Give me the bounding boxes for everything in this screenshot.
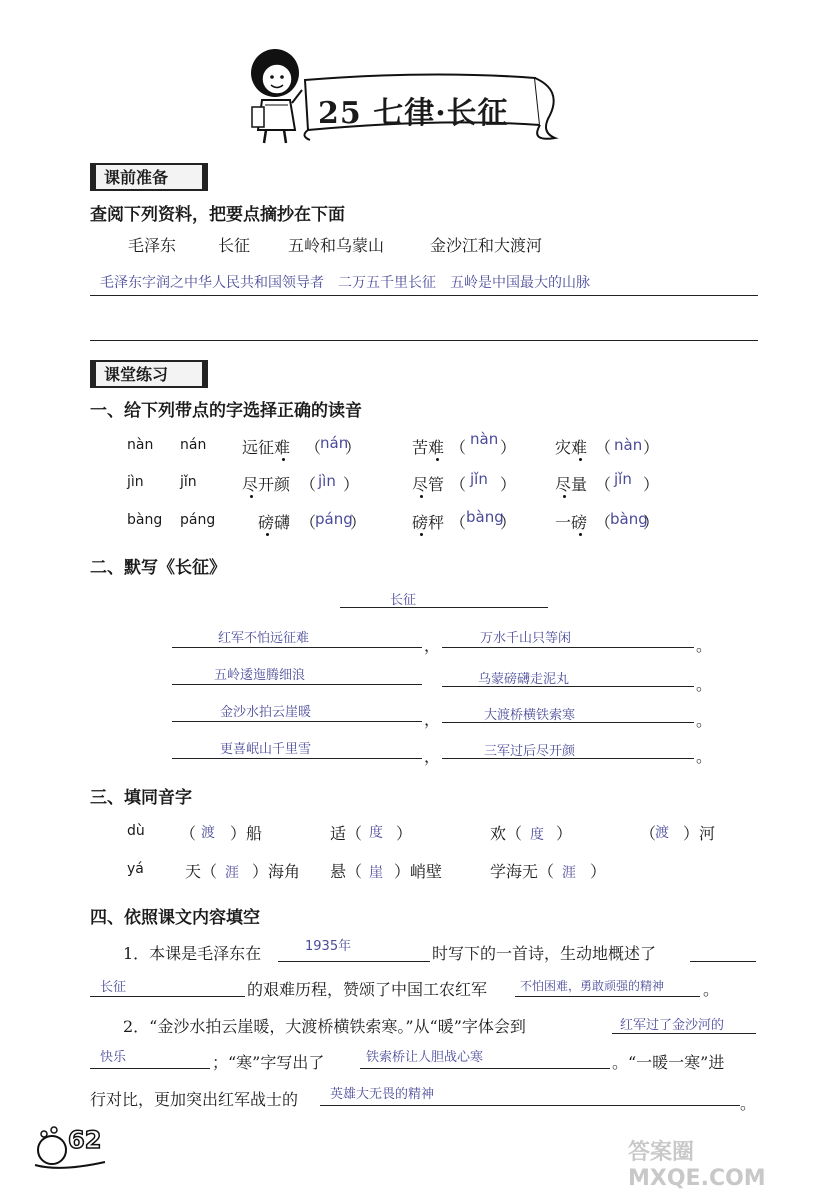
emphasis-dot xyxy=(420,533,423,536)
punctuation: 。 xyxy=(696,711,713,730)
answer-line xyxy=(612,1033,756,1034)
fill-text: 。 xyxy=(740,1094,757,1113)
paren: （ xyxy=(450,513,467,532)
fill-suffix: ） xyxy=(590,862,607,881)
paren: （ xyxy=(450,438,467,457)
answer-line xyxy=(442,722,694,723)
emphasis-dot xyxy=(579,533,582,536)
answer-line xyxy=(90,1068,210,1069)
punctuation: ， xyxy=(424,710,441,729)
answer-line xyxy=(90,340,758,341)
handwritten-answer: 铁索桥让人胆战心寒 xyxy=(366,1050,484,1065)
word: 苦难 xyxy=(412,438,445,457)
answer-line xyxy=(90,295,758,296)
paren: ） xyxy=(643,438,660,457)
punctuation: 。 xyxy=(696,636,713,655)
pinyin-prompt: dù xyxy=(127,823,145,839)
answer-line xyxy=(172,758,422,759)
answer-line xyxy=(320,1105,740,1106)
emphasis-dot xyxy=(436,458,439,461)
pinyin-option: jǐn xyxy=(180,474,197,490)
material-item: 毛泽东 xyxy=(128,236,177,255)
fill-suffix: ）河 xyxy=(683,824,716,843)
word: 一磅 xyxy=(555,513,588,532)
paren: （ xyxy=(595,513,612,532)
pinyin-option: nàn xyxy=(127,437,154,453)
punctuation: 。 xyxy=(696,747,713,766)
handwritten-answer: 渡 xyxy=(655,825,669,841)
question-4-heading: 四、依照课文内容填空 xyxy=(90,908,260,928)
paren: ） xyxy=(643,513,660,532)
fill-prefix: 学海无（ xyxy=(490,862,555,881)
section-tag-class-practice: 课堂练习 xyxy=(90,360,208,388)
paren: （ xyxy=(595,438,612,457)
handwritten-poem-title: 长征 xyxy=(390,593,417,608)
pinyin-prompt: yá xyxy=(127,861,144,877)
word: 尽量 xyxy=(555,475,588,494)
handwritten-material-notes: 毛泽东字润之中华人民共和国领导者 二万五千里长征 五岭是中国最大的山脉 xyxy=(100,275,590,291)
handwritten-answer: 1935年 xyxy=(305,939,352,954)
material-item: 长征 xyxy=(218,236,251,255)
answer-line xyxy=(360,1068,610,1069)
handwritten-poem-line: 大渡桥横铁索寒 xyxy=(484,708,576,723)
punctuation: ， xyxy=(424,747,441,766)
emphasis-dot xyxy=(420,495,423,498)
punctuation: ， xyxy=(424,636,441,655)
handwritten-answer: 涯 xyxy=(562,865,576,881)
watermark-logo: 答案圈 MXQE.COM xyxy=(628,1140,766,1191)
answer-line xyxy=(172,721,422,722)
answer-line xyxy=(442,758,694,759)
preparation-instruction: 查阅下列资料，把要点摘抄在下面 xyxy=(90,205,345,225)
fill-text: 1．本课是毛泽东在 xyxy=(123,944,262,963)
handwritten-poem-line: 金沙水拍云崖暖 xyxy=(220,705,312,720)
paren: （ xyxy=(305,438,322,457)
fill-prefix: 悬（ xyxy=(330,862,363,881)
handwritten-answer: jǐn xyxy=(470,470,488,488)
paren: ） xyxy=(350,513,367,532)
handwritten-poem-line: 五岭逶迤腾细浪 xyxy=(214,668,306,683)
fill-text: 。 xyxy=(703,980,720,999)
page-number: 62 xyxy=(68,1126,102,1154)
emphasis-dot xyxy=(266,533,269,536)
pinyin-option: jìn xyxy=(127,474,144,490)
fill-text: ；“寒”字写出了 xyxy=(212,1053,325,1072)
fill-suffix: ） xyxy=(396,824,413,843)
fill-prefix: 欢（ xyxy=(490,824,523,843)
fill-text: 2．“金沙水拍云崖暖，大渡桥横铁索寒。”从“暖”字体会到 xyxy=(123,1017,526,1036)
handwritten-answer: 崖 xyxy=(369,865,383,881)
fill-suffix: ）船 xyxy=(230,824,263,843)
handwritten-answer: 渡 xyxy=(201,825,215,841)
handwritten-answer: bàng xyxy=(610,510,648,528)
answer-line xyxy=(515,996,700,997)
fill-suffix: ）海角 xyxy=(252,862,301,881)
paren: ） xyxy=(500,475,517,494)
answer-line xyxy=(278,961,430,962)
handwritten-answer: 英雄大无畏的精神 xyxy=(330,1087,435,1102)
word: 远征难 xyxy=(242,438,291,457)
paren: ） xyxy=(345,438,362,457)
handwritten-answer: páng xyxy=(315,510,353,528)
page-title: 25 七律·长征 xyxy=(318,96,509,131)
handwritten-answer: nàn xyxy=(614,436,643,454)
pinyin-option: páng xyxy=(180,512,216,528)
question-1-heading: 一、给下列带点的字选择正确的读音 xyxy=(90,401,362,421)
handwritten-answer: 长征 xyxy=(100,980,127,995)
punctuation: 。 xyxy=(696,675,713,694)
handwritten-answer: jǐn xyxy=(614,470,632,488)
handwritten-answer: nàn xyxy=(470,430,499,448)
handwritten-answer: 涯 xyxy=(225,865,239,881)
word: 尽开颜 xyxy=(242,475,291,494)
paren: ） xyxy=(500,438,517,457)
handwritten-poem-line: 三军过后尽开颜 xyxy=(484,744,576,759)
word: 磅礴 xyxy=(258,513,291,532)
answer-line xyxy=(690,961,756,962)
answer-line xyxy=(172,647,422,648)
answer-line xyxy=(90,996,245,997)
fill-suffix: ） xyxy=(556,824,573,843)
handwritten-answer: nán xyxy=(320,434,349,452)
question-3-heading: 三、填同音字 xyxy=(90,788,192,808)
handwritten-answer: bàng xyxy=(466,508,504,526)
handwritten-answer: jìn xyxy=(318,472,336,490)
handwritten-poem-line: 万水千山只等闲 xyxy=(480,631,572,646)
fill-text: 时写下的一首诗，生动地概述了 xyxy=(432,944,657,963)
handwritten-poem-line: 红军不怕远征难 xyxy=(218,631,310,646)
handwritten-answer: 快乐 xyxy=(100,1050,127,1065)
answer-line xyxy=(442,686,694,687)
fill-prefix: （ xyxy=(640,824,657,843)
fill-suffix: ）峭壁 xyxy=(394,862,443,881)
paren: ） xyxy=(643,475,660,494)
answer-line xyxy=(172,684,422,685)
word: 灾难 xyxy=(555,438,588,457)
paren: ） xyxy=(343,475,360,494)
fill-prefix: 适（ xyxy=(330,824,363,843)
emphasis-dot xyxy=(282,458,285,461)
fill-text: 的艰难历程，赞颂了中国工农红军 xyxy=(247,980,488,999)
handwritten-poem-line: 更喜岷山千里雪 xyxy=(220,742,312,757)
handwritten-poem-line: 乌蒙磅礴走泥丸 xyxy=(478,672,570,687)
fill-prefix: （ xyxy=(180,824,197,843)
emphasis-dot xyxy=(250,495,253,498)
section-tag-preparation: 课前准备 xyxy=(90,163,208,191)
word: 磅秤 xyxy=(412,513,445,532)
paren: （ xyxy=(595,475,612,494)
answer-line xyxy=(442,647,694,648)
pinyin-option: bàng xyxy=(127,512,163,528)
fill-prefix: 天（ xyxy=(185,862,218,881)
fill-text: 行对比，更加突出红军战士的 xyxy=(90,1090,299,1109)
material-item: 五岭和乌蒙山 xyxy=(288,236,385,255)
handwritten-answer: 红军过了金沙河的 xyxy=(620,1018,725,1033)
handwritten-answer: 不怕困难，勇敢顽强的精神 xyxy=(520,979,665,993)
emphasis-dot xyxy=(579,458,582,461)
handwritten-answer: 度 xyxy=(530,827,544,843)
emphasis-dot xyxy=(563,495,566,498)
fill-text: 。“一暖一寒”进 xyxy=(612,1053,725,1072)
paren: （ xyxy=(300,475,317,494)
paren: ） xyxy=(500,513,517,532)
paren: （ xyxy=(450,475,467,494)
pinyin-option: nán xyxy=(180,437,207,453)
answer-line xyxy=(340,607,548,608)
paren: （ xyxy=(300,513,317,532)
word: 尽管 xyxy=(412,475,445,494)
handwritten-answer: 度 xyxy=(369,825,383,841)
material-item: 金沙江和大渡河 xyxy=(430,236,543,255)
question-2-heading: 二、默写《长征》 xyxy=(90,558,226,578)
